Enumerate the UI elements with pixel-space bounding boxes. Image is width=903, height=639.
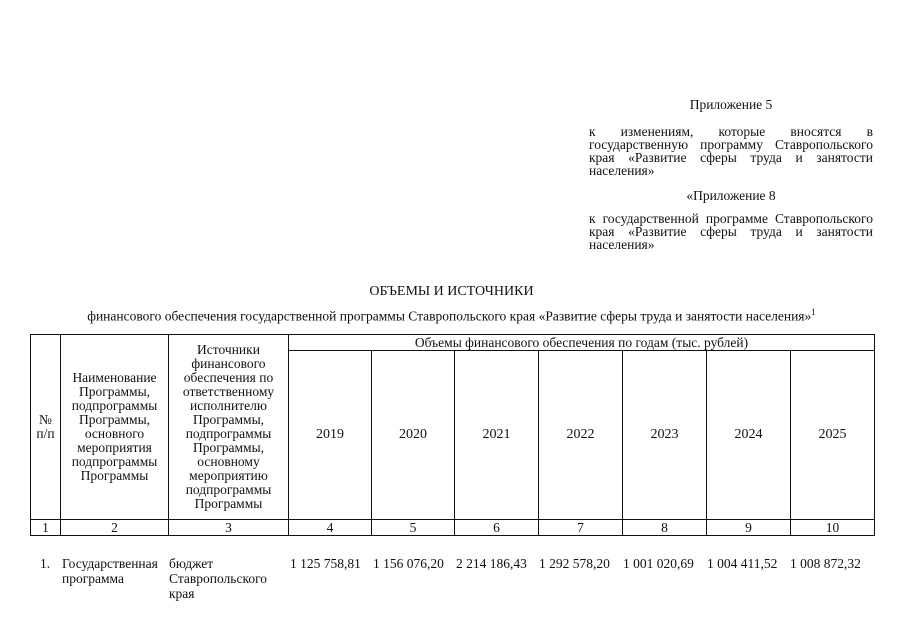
header-year: 2021 <box>455 351 539 520</box>
footnote-mark: 1 <box>811 307 816 317</box>
column-number: 4 <box>289 520 372 536</box>
appendix-8-text: к государственной программе Ставропольского края «Развитие сферы труда и занятости населения» <box>589 211 873 252</box>
column-number: 8 <box>623 520 707 536</box>
row-source: бюджет Ставропольского края <box>169 556 268 601</box>
column-number: 9 <box>707 520 791 536</box>
document-title: ОБЪЕМЫ И ИСТОЧНИКИ <box>369 284 534 299</box>
row-value: 1 004 411,52 <box>707 556 778 571</box>
column-number: 6 <box>455 520 539 536</box>
header-source: Источники финансового обеспечения по ответственному исполнителю Программы, подпрограммы Программы, основному мероприятию подпрограммы Программы <box>169 335 289 520</box>
column-number: 10 <box>791 520 875 536</box>
row-value: 1 008 872,32 <box>790 556 861 571</box>
row-name: Государственная программа <box>62 556 158 586</box>
header-year: 2025 <box>791 351 875 520</box>
appendix-5-title: Приложение 5 <box>689 97 773 112</box>
header-num: № п/п <box>31 335 61 520</box>
column-number: 7 <box>539 520 623 536</box>
header-year: 2020 <box>372 351 455 520</box>
row-value: 1 156 076,20 <box>373 556 444 571</box>
header-year: 2022 <box>539 351 623 520</box>
header-volumes: Объемы финансового обеспечения по годам (тыс. рублей) <box>289 335 875 351</box>
column-number: 1 <box>31 520 61 536</box>
header-year: 2023 <box>623 351 707 520</box>
column-number: 5 <box>372 520 455 536</box>
column-number: 2 <box>61 520 169 536</box>
row-number: 1. <box>40 556 51 571</box>
header-year: 2024 <box>707 351 791 520</box>
header-year: 2019 <box>289 351 372 520</box>
appendix-5-text: к изменениям, которые вносятся в государственную программу Ставропольского края «Развитие сферы труда и занятости населения» <box>589 124 873 178</box>
row-value: 1 292 578,20 <box>539 556 610 571</box>
financing-table <box>30 334 875 536</box>
column-number: 3 <box>169 520 289 536</box>
appendix-8-title: «Приложение 8 <box>686 188 776 203</box>
row-value: 2 214 186,43 <box>456 556 527 571</box>
document-subtitle <box>0 307 903 325</box>
row-value: 1 001 020,69 <box>623 556 694 571</box>
row-value: 1 125 758,81 <box>290 556 361 571</box>
header-name: Наименование Программы, подпрограммы Программы, основного мероприятия подпрограммы Программы <box>61 335 169 520</box>
subtitle-text: финансового обеспечения государственной программы Ставропольского края «Развитие сферы труда и занятости населения» <box>87 308 812 324</box>
